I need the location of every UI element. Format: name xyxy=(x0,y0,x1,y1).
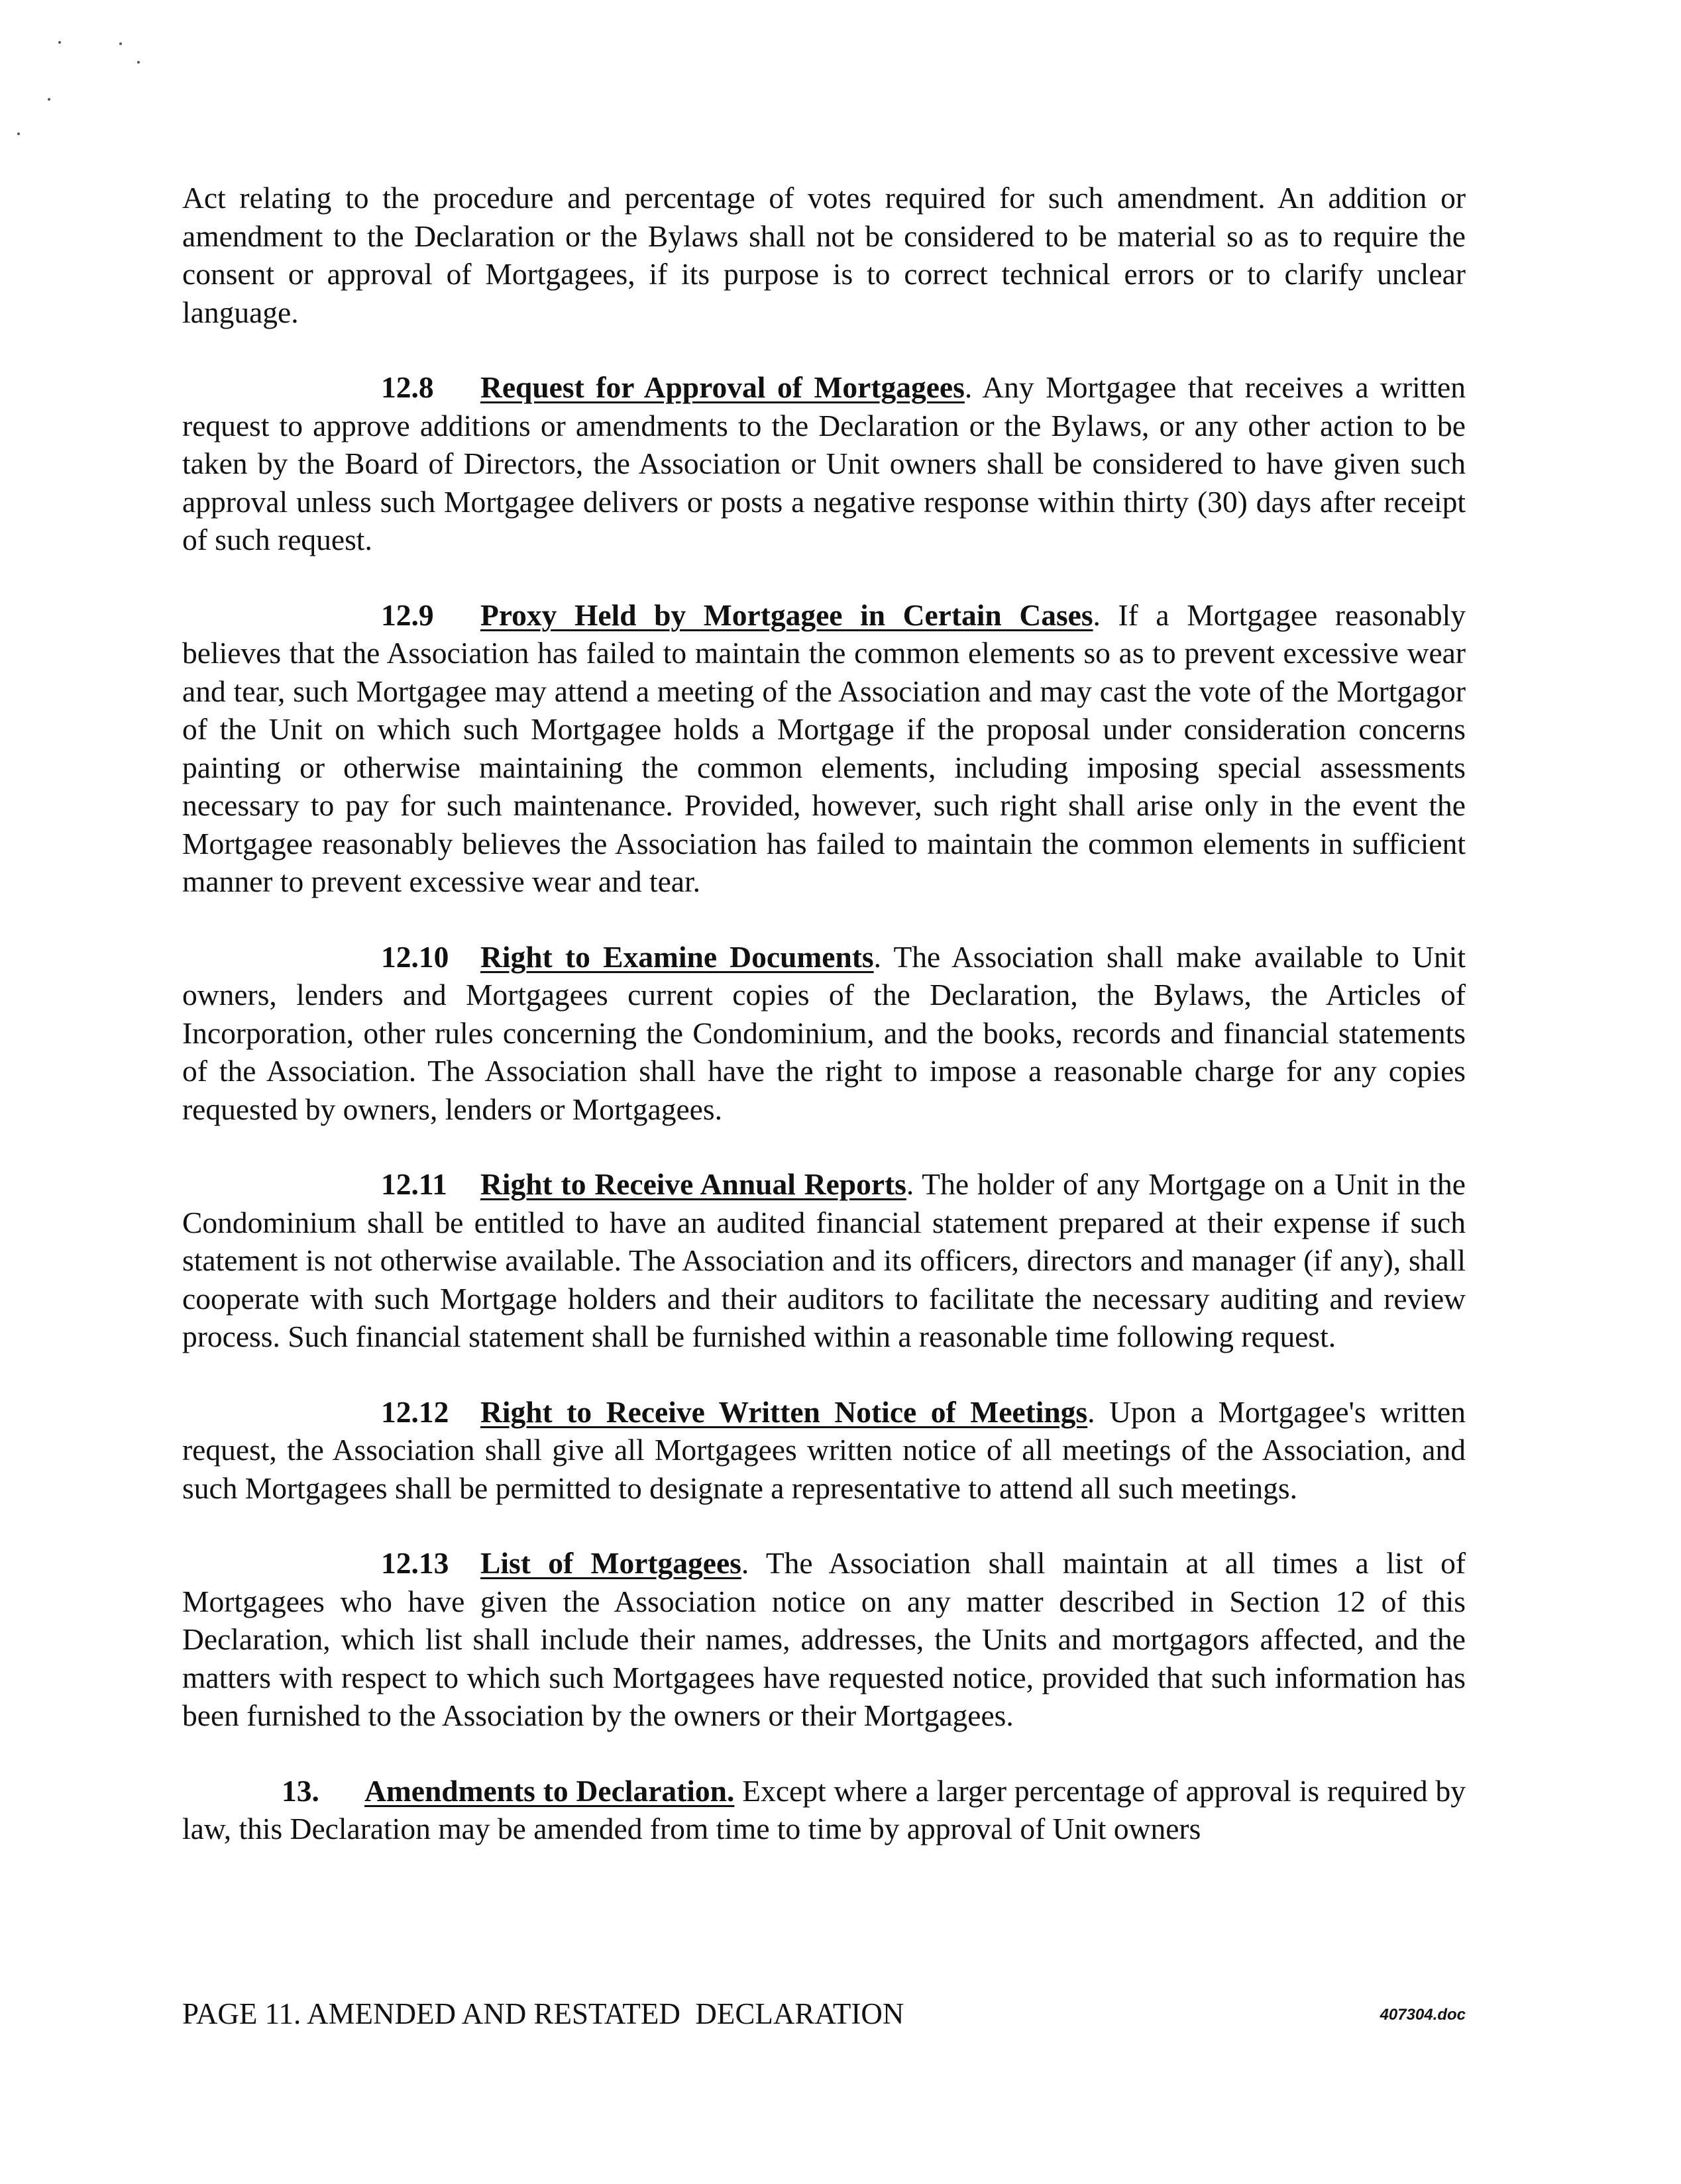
continuation-paragraph xyxy=(182,179,1466,331)
scan-speck xyxy=(119,42,122,45)
continuation-text: Act relating to the procedure and percentage of votes required for such amendment. An addition or amendment to the Declaration or the Bylaws shall not be considered to be material so as to require the consent or approval of Mortgagees, if its purpose is to correct technical errors or to clarify unclear language. xyxy=(182,181,1466,329)
section-number: 12.11 xyxy=(381,1167,447,1201)
section-body: . Any Mortgagee that receives a written request to approve additions or amendments to the Declaration or the Bylaws, or any other action to be taken by the Board of Directors, the Association or Unit owners shall be considered to have given such approval unless such Mortgagee delivers or posts a negative response within thirty (30) days after receipt of such request. xyxy=(182,370,1466,556)
document-body xyxy=(182,179,1466,1885)
section-body: . The holder of any Mortgage on a Unit in the Condominium shall be entitled to have an audited financial statement prepared at their expense if such statement is not otherwise available. The Association and its officers, directors and manager (if any), shall cooperate with such Mortgage holders and their auditors to facilitate the necessary auditing and review process. Such financial statement shall be furnished within a reasonable time following request. xyxy=(182,1167,1466,1353)
section-heading: Right to Receive Written Notice of Meetings xyxy=(480,1394,1088,1429)
section-12-8 xyxy=(182,368,1466,559)
footer-title: PAGE 11. AMENDED AND RESTATED DECLARATION xyxy=(182,1997,904,2030)
section-number: 12.12 xyxy=(381,1394,449,1429)
page-footer xyxy=(182,1994,1466,2040)
section-number: 12.13 xyxy=(381,1546,449,1580)
section-heading: Request for Approval of Mortgagees xyxy=(480,370,965,404)
scan-speck xyxy=(58,41,61,44)
section-12-12 xyxy=(182,1393,1466,1508)
section-12-13 xyxy=(182,1544,1466,1735)
section-body: Except where a larger percentage of approval is required by law, this Declaration may be amended from time to time by approval of Unit owners xyxy=(182,1773,1466,1846)
section-heading: List of Mortgagees xyxy=(480,1546,741,1580)
section-body: . The Association shall make available to Unit owners, lenders and Mortgagees current copies of the Declaration, the Bylaws, the Articles of Incorporation, other rules concerning the Condominium, and the books, records and financial statements of the Association. The Association shall have the right to impose a reasonable charge for any copies requested by owners, lenders or Mortgagees. xyxy=(182,939,1466,1126)
section-body: . If a Mortgagee reasonably believes that the Association has failed to maintain the common elements so as to prevent excessive wear and tear, such Mortgagee may attend a meeting of the Association and may cast the vote of the Mortgagor of the Unit on which such Mortgagee holds a Mortgage if the proposal under consideration concerns painting or otherwise maintaining the common elements, including imposing special assessments necessary to pay for such maintenance. Provided, however, such right shall arise only in the event the Mortgagee reasonably believes the Association has failed to maintain the common elements in sufficient manner to prevent excessive wear and tear. xyxy=(182,598,1466,898)
section-13 xyxy=(182,1772,1466,1848)
section-number: 12.8 xyxy=(381,370,434,404)
footer-doc-id: 407304.doc xyxy=(1380,2006,1466,2024)
scan-speck xyxy=(17,132,20,135)
section-heading: Amendments to Declaration. xyxy=(364,1773,735,1808)
section-heading: Right to Examine Documents xyxy=(480,939,874,974)
section-12-11 xyxy=(182,1165,1466,1356)
section-number: 12.9 xyxy=(381,598,434,632)
section-number: 13. xyxy=(282,1773,319,1808)
section-12-9 xyxy=(182,596,1466,901)
section-body: . The Association shall maintain at all times a list of Mortgagees who have given the Association notice on any matter described in Section 12 of this Declaration, which list shall include their names, addresses, the Units and mortgagors affected, and the matters with respect to which such Mortgagees have requested notice, provided that such information has been furnished to the Association by the owners or their Mortgagees. xyxy=(182,1546,1466,1732)
section-heading: Right to Receive Annual Reports xyxy=(480,1167,906,1201)
section-body: . Upon a Mortgagee's written request, the Association shall give all Mortgagees written notice of all meetings of the Association, and such Mortgagees shall be permitted to designate a representative to attend all such meetings. xyxy=(182,1394,1466,1505)
section-heading: Proxy Held by Mortgagee in Certain Cases xyxy=(480,598,1093,632)
section-12-10 xyxy=(182,938,1466,1129)
scan-speck xyxy=(48,98,50,101)
section-number: 12.10 xyxy=(381,939,449,974)
scan-speck xyxy=(137,61,140,64)
